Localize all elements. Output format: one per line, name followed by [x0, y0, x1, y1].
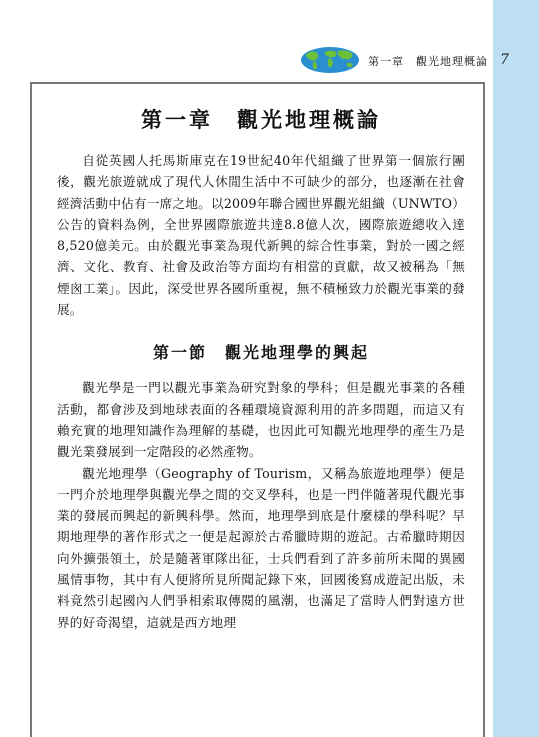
section-paragraph-1: 觀光學是一門以觀光事業為研究對象的學科；但是觀光事業的各種活動，都會涉及到地球表面的各種環境資源利用的許多問題，而這又有賴充實的地理知識作為理解的基礎，也因此可知觀光地理學的產生乃是觀光業發展到一定階段的必然產物。 — [57, 380, 465, 460]
page-number: 7 — [500, 52, 509, 68]
section-paragraph-2: 觀光地理學（Geography of Tourism，又稱為旅遊地理學）便是一門介於地理學與觀光學之間的交叉學科，也是一門伴隨著現代觀光事業的發展而興起的新興科學。然而，地理學到底是什麼樣的學科呢？早期地理學的著作形式之一便是起源於古希臘時期的遊記。古希臘時期因向外擴張領土，於是隨著軍隊出征，士兵們看到了許多前所未聞的異國風情事物，其中有人便將所見所聞記錄下來，回國後寫成遊記出版，未料竟然引起國內人們爭相索取傳閱的風潮，也滿足了當時人們對遠方世界的好奇渴望，這就是西方地理 — [57, 465, 465, 630]
page-body — [57, 100, 465, 633]
page-header — [0, 36, 493, 80]
chapter-title: 第一章 觀光地理概論 — [141, 107, 381, 132]
side-color-strip — [493, 0, 539, 737]
section-title: 第一節 觀光地理學的興起 — [152, 343, 369, 363]
chapter-intro-paragraph: 自從英國人托馬斯庫克在19世紀40年代組織了世界第一個旅行團後，觀光旅遊就成了現代人休閒生活中不可缺少的部分，也逐漸在社會經濟活動中佔有一席之地。以2009年聯合國世界觀光組織（UNWTO）公告的資料為例，全世界國際旅遊共達8.8億人次，國際旅遊總收入達8,520億美元。由於觀光事業為現代新興的綜合性事業，對於一國之經濟、文化、教育、社會及政治等方面均有相當的貢獻，故又被稱為「無煙囪工業」。因此，深受世界各國所重視，無不積極致力於觀光事業的發展。 — [57, 153, 465, 318]
running-head: 第一章 觀光地理概論 — [368, 55, 488, 68]
world-map-globe-icon — [300, 46, 360, 74]
